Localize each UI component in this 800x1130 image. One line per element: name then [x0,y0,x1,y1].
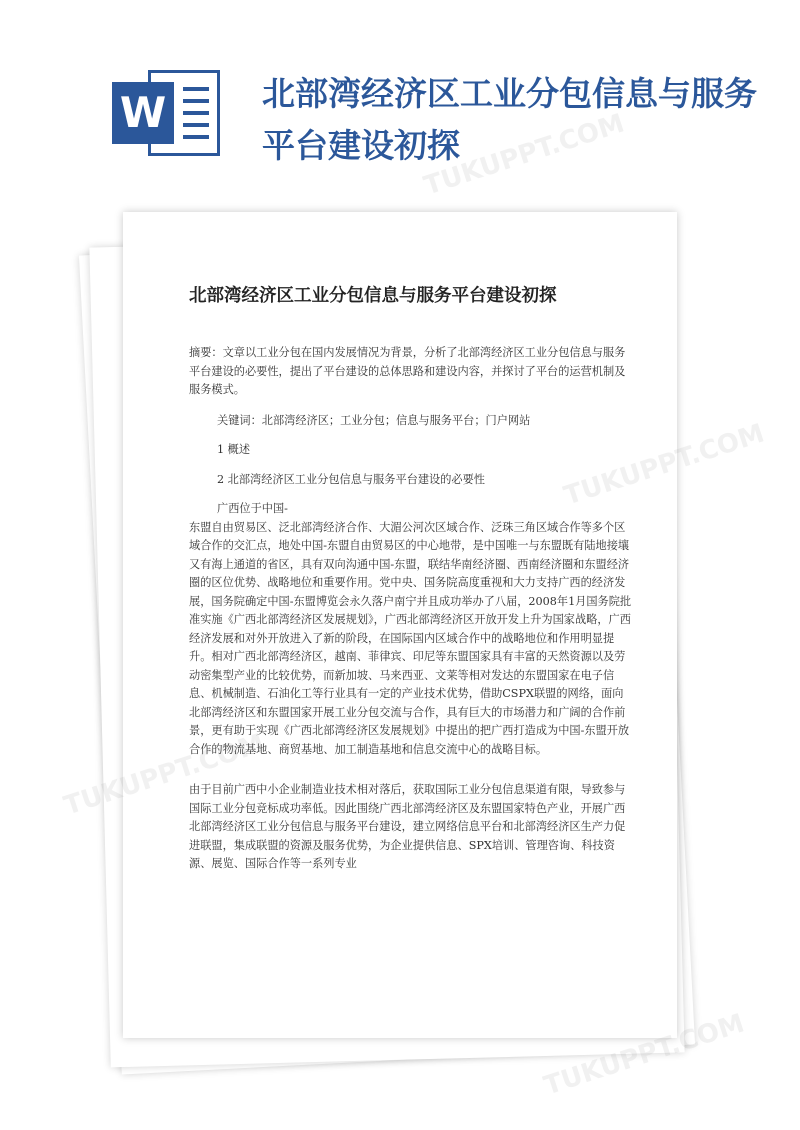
intro-line: 广西位于中国- [217,502,288,515]
document-body [189,344,634,874]
word-letter-badge: W [112,82,174,144]
banner-title: 北部湾经济区工业分包信息与服务平台建设初探 [262,74,757,165]
section-heading-2: 2 北部湾经济区工业分包信息与服务平台建设的必要性 [217,472,485,486]
document-title: 北部湾经济区工业分包信息与服务平台建设初探 [189,286,557,306]
word-icon [112,70,220,156]
abstract: 摘要：文章以工业分包在国内发展情况为背景，分析了北部湾经济区工业分包信息与服务平台建设的必要性，提出了平台建设的总体思路和建设内容，并探讨了平台的运营机制及服务模式。 [189,346,626,396]
keywords: 关键词：北部湾经济区；工业分包；信息与服务平台；门户网站 [217,413,531,427]
paragraph-1: 东盟自由贸易区、泛北部湾经济合作、大湄公河次区域合作、泛珠三角区域合作等多个区域合作的交汇点，地处中国-东盟自由贸易区的中心地带，是中国唯一与东盟既有陆地接壤又有海上通道的省区，具有双向沟通中国-东盟，联结华南经济圈、西南经济圈和东盟经济圈的区位优势、战略地位和重要作用。党中央、国务院高度重视和大力支持广西的经济发展，国务院确定中国-东盟博览会永久落户南宁并且成功举办了八届，2008年1月国务院批准实施《广西北部湾经济区发展规划》，广西北部湾经济区开放开发上升为国家战略，广西经济发展和对外开放进入了新的阶段，在国际国内区域合作中的战略地位和作用明显提升。相对广西北部湾经济区，越南、菲律宾、印尼等东盟国家具有丰富的天然资源以及劳动密集型产业的比较优势，而新加坡、马来西亚、文莱等相对发达的东盟国家在电子信息、机械制造、石油化工等行业具有一定的产业技术优势，借助CSPX联盟的网络，面向北部湾经济区和东盟国家开展工业分包交流与合作，具有巨大的市场潜力和广阔的合作前景，更有助于实现《广西北部湾经济区发展规划》中提出的把广西打造成为中国-东盟开放合作的物流基地、商贸基地、加工制造基地和信息交流中心的战略目标。 [189,520,632,756]
watermark: TUKUPPT.COM [420,108,629,202]
watermark: TUKUPPT.COM [540,1008,749,1102]
paragraph-2: 由于目前广西中小企业制造业技术相对落后，获取国际工业分包信息渠道有限，导致参与国际工业分包竞标成功率低。因此围绕广西北部湾经济区及东盟国家特色产业，开展广西北部湾经济区工业分包信息与服务平台建设，建立网络信息平台和北部湾经济区生产力促进联盟，集成联盟的资源及服务优势，为企业提供信息、SPX培训、管理咨询、科技资源、展览、国际合作等一系列专业 [189,783,626,870]
section-heading-1: 1 概述 [217,443,251,456]
document-page [123,212,677,1038]
